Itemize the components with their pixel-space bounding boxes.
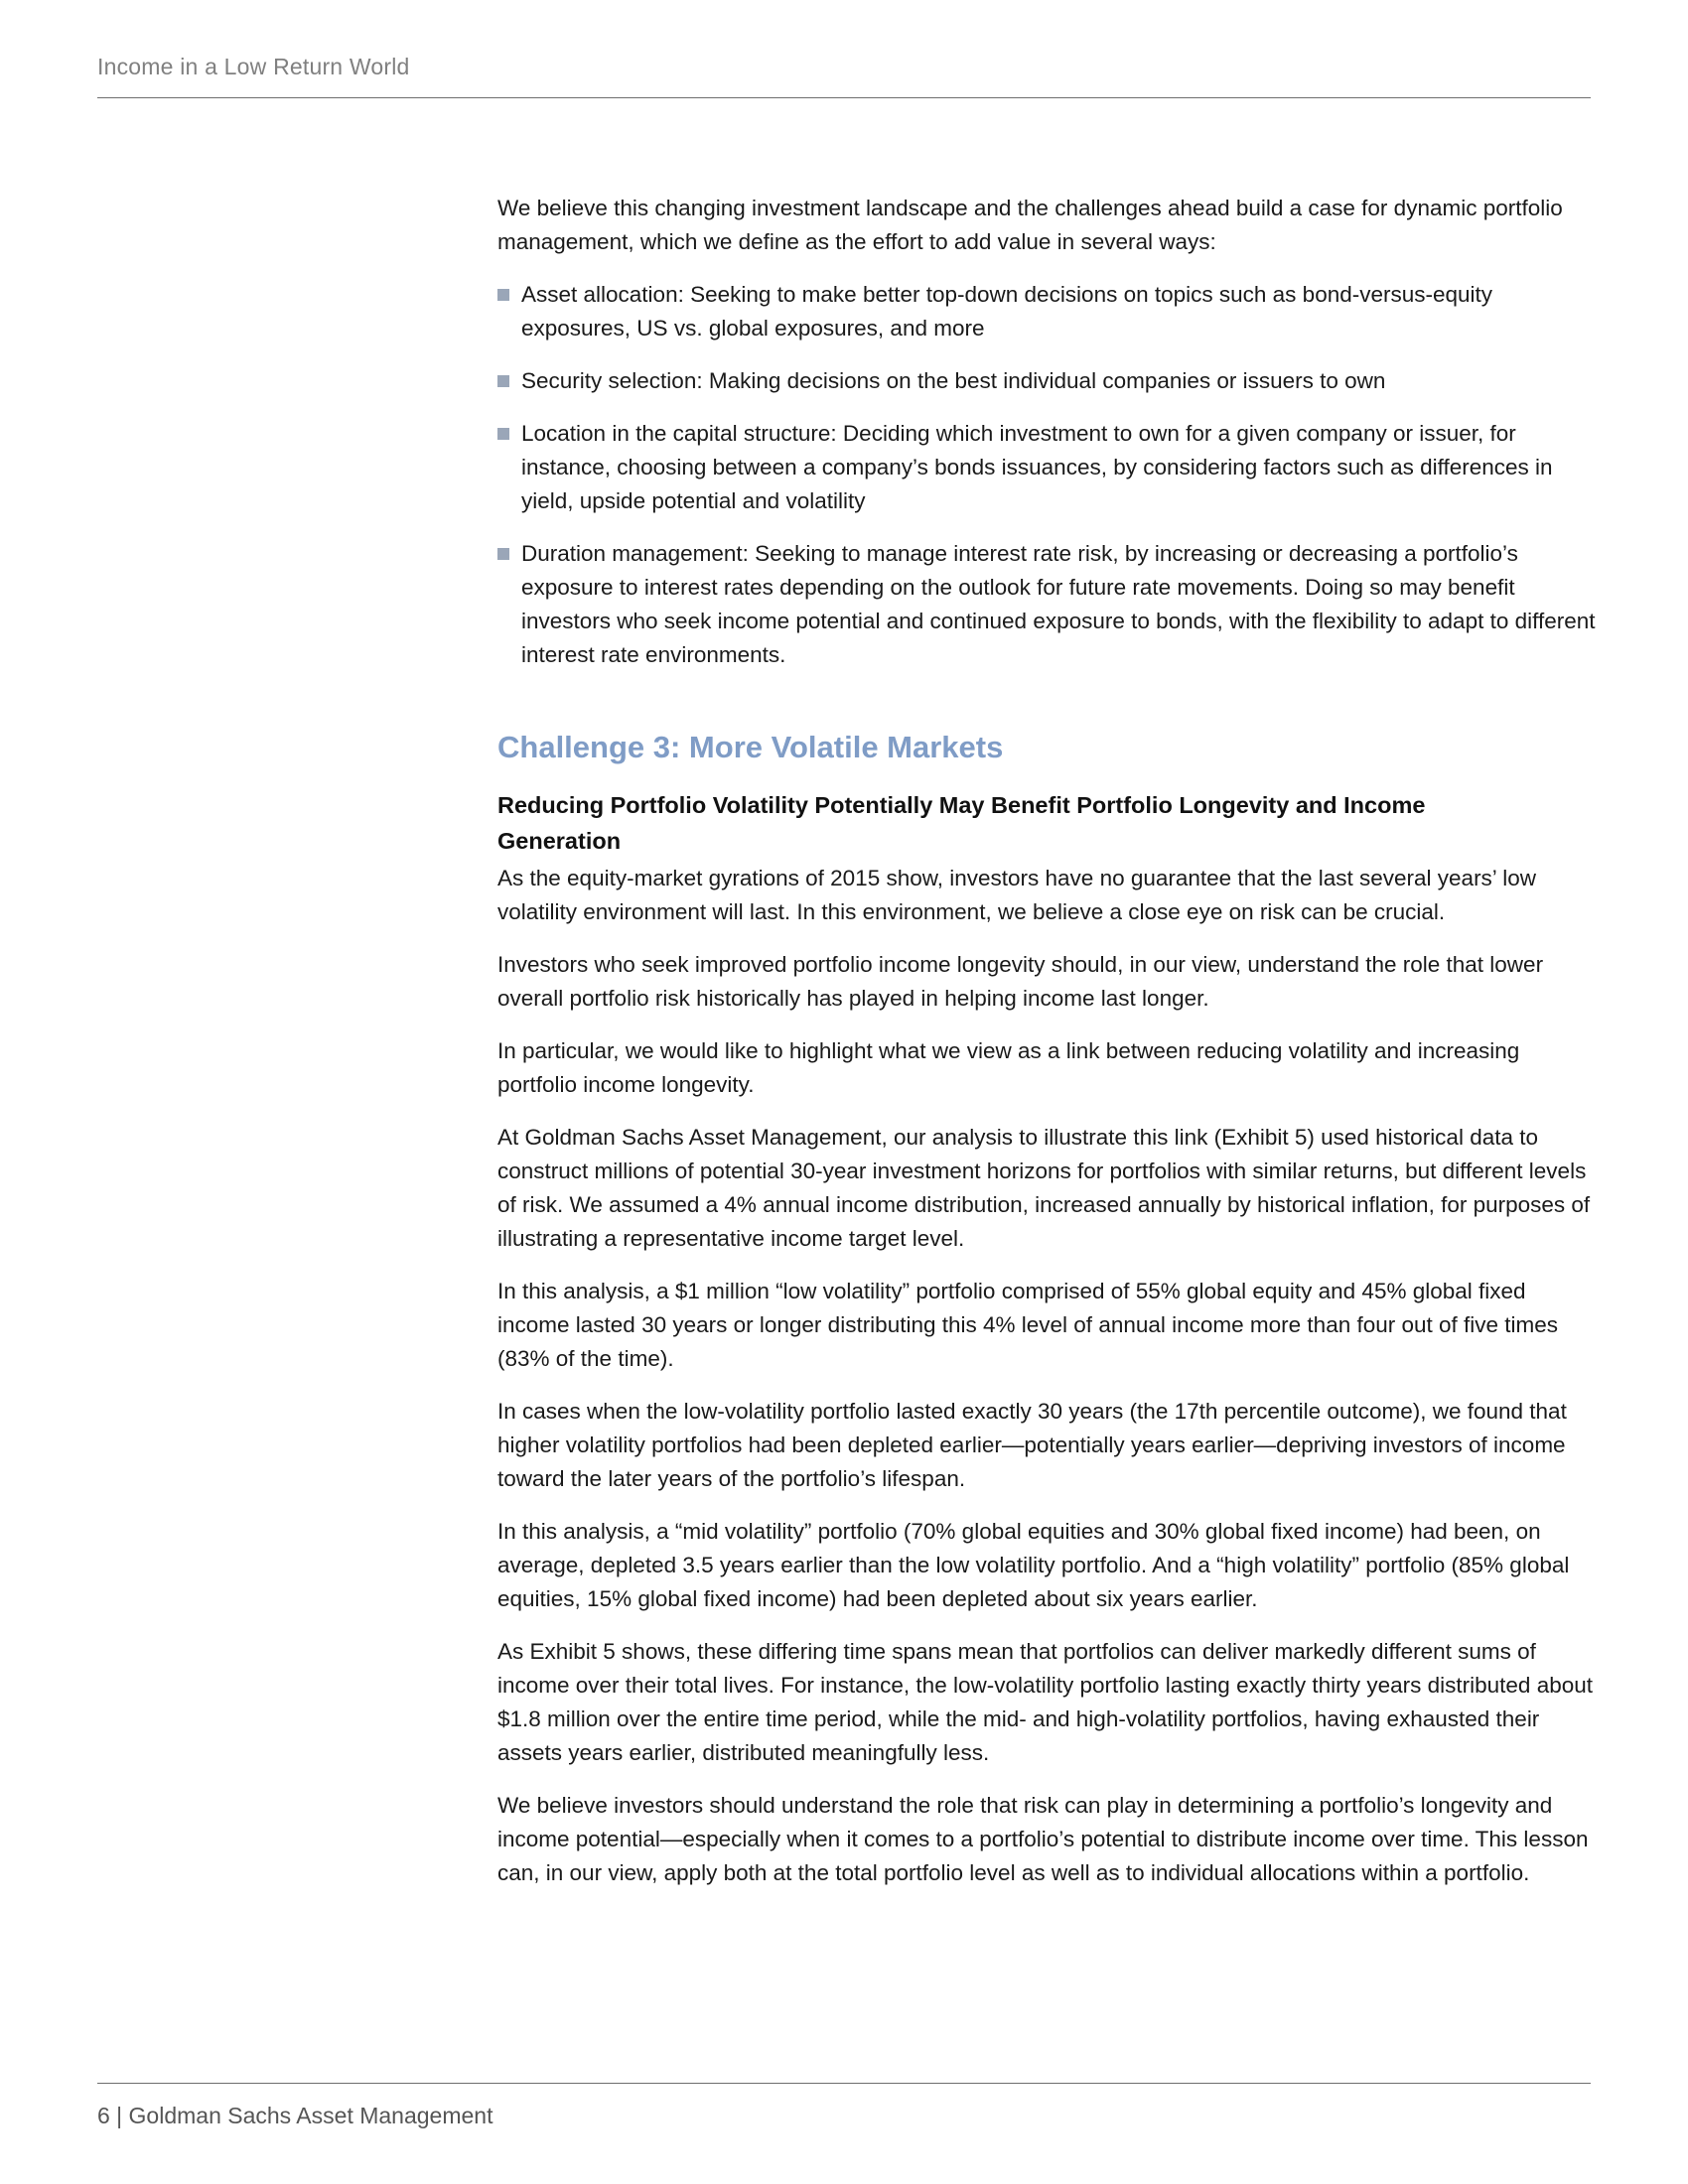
header-divider (97, 97, 1591, 98)
intro-paragraph: We believe this changing investment landscape and the challenges ahead build a case for dynamic portfolio management, which we define as the effort to add value in several ways: (497, 196, 1563, 254)
bullet-text: Asset allocation: Seeking to make better top-down decisions on topics such as bond-versus-equity exposures, US vs. global exposures, and more (521, 282, 1493, 341)
body-paragraph: In particular, we would like to highlight what we view as a link between reducing volatility and increasing portfolio income longevity. (497, 1038, 1520, 1097)
square-bullet-icon (497, 548, 509, 560)
main-content (497, 192, 1600, 1909)
body-paragraph: As the equity-market gyrations of 2015 show, investors have no guarantee that the last several years’ low volatility environment will last. In this environment, we believe a close eye on risk can be crucial. (497, 866, 1536, 924)
body-paragraph: In this analysis, a $1 million “low volatility” portfolio comprised of 55% global equity and 45% global fixed income lasted 30 years or longer distributing this 4% level of annual income more than four out of five times (83% of the time). (497, 1279, 1559, 1371)
list-item (497, 364, 1600, 398)
bullet-text: Location in the capital structure: Deciding which investment to own for a given company or issuer, for instance, choosing between a company’s bonds issuances, by considering factors such as differences in yield, upside potential and volatility (521, 421, 1553, 513)
square-bullet-icon (497, 289, 509, 301)
footer-divider (97, 2083, 1591, 2084)
square-bullet-icon (497, 375, 509, 387)
body-paragraph: In this analysis, a “mid volatility” portfolio (70% global equities and 30% global fixed income) had been, on average, depleted 3.5 years earlier than the low volatility portfolio. And a “high volatility” portfolio (85% global equities, 15% global fixed income) had been depleted about six years earlier. (497, 1519, 1570, 1611)
body-paragraph: In cases when the low-volatility portfolio lasted exactly 30 years (the 17th percentile outcome), we found that higher volatility portfolios had been depleted earlier—potentially years earlier—depriving investors of income toward the later years of the portfolio’s lifespan. (497, 1399, 1567, 1491)
square-bullet-icon (497, 428, 509, 440)
bullet-text: Duration management: Seeking to manage interest rate risk, by increasing or decreasing a portfolio’s exposure to interest rates depending on the outlook for future rate movements. Doing so may benefit investors who seek income potential and continued exposure to bonds, with the flexibility to adapt to different interest rate environments. (521, 541, 1596, 667)
section-subheading: Reducing Portfolio Volatility Potentially May Benefit Portfolio Longevity and Income Generation (497, 792, 1426, 854)
body-paragraph: At Goldman Sachs Asset Management, our analysis to illustrate this link (Exhibit 5) used historical data to construct millions of potential 30-year investment horizons for portfolios with similar returns, but different levels of risk. We assumed a 4% annual income distribution, increased annually by historical inflation, for purposes of illustrating a representative income target level. (497, 1125, 1591, 1251)
section-heading: Challenge 3: More Volatile Markets (497, 730, 1004, 764)
list-item (497, 278, 1600, 345)
body-paragraph: As Exhibit 5 shows, these differing time spans mean that portfolios can deliver markedly different sums of income over their total lives. For instance, the low-volatility portfolio lasting exactly thirty years distributed about $1.8 million over the entire time period, while the mid- and high-volatility portfolios, having exhausted their assets years earlier, distributed meaningfully less. (497, 1639, 1593, 1765)
page-footer: 6 | Goldman Sachs Asset Management (97, 2103, 493, 2128)
body-paragraph: Investors who seek improved portfolio income longevity should, in our view, understand the role that lower overall portfolio risk historically has played in helping income last longer. (497, 952, 1544, 1011)
list-item (497, 537, 1600, 672)
list-item (497, 417, 1600, 518)
running-header-title: Income in a Low Return World (97, 54, 410, 79)
bullet-text: Security selection: Making decisions on the best individual companies or issuers to own (521, 368, 1386, 393)
body-paragraph: We believe investors should understand the role that risk can play in determining a portfolio’s longevity and income potential—especially when it comes to a portfolio’s potential to distribute income over time. This lesson can, in our view, apply both at the total portfolio level as well as to individual allocations within a portfolio. (497, 1793, 1589, 1885)
bullet-list (497, 278, 1600, 672)
